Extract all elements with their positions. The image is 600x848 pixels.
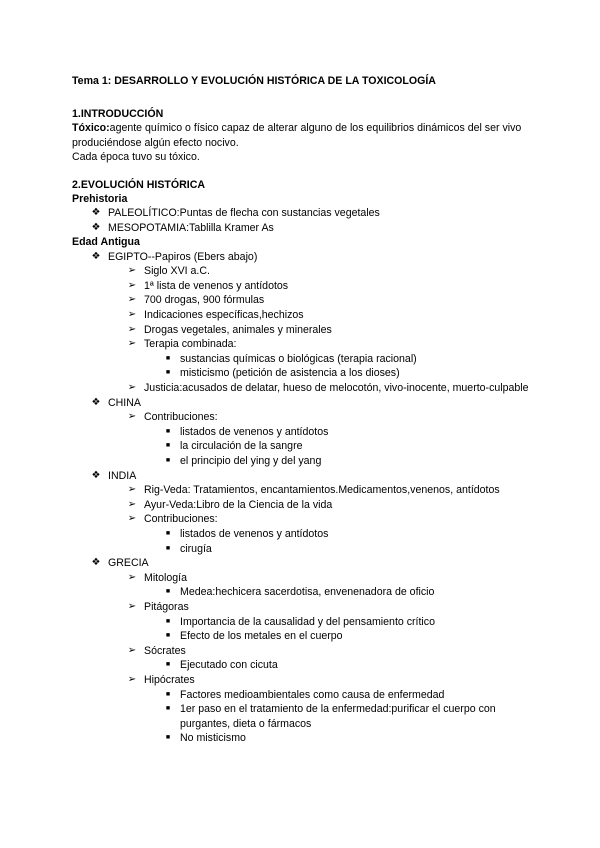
square-bullet-icon: ■ [165, 369, 171, 377]
arrow-bullet-icon: ➢ [127, 484, 137, 496]
item-text: PALEOLÍTICO:Puntas de flecha con sustancias vegetales [108, 207, 380, 219]
square-bullet-icon: ■ [165, 661, 171, 669]
arrow-bullet-icon: ➢ [127, 644, 137, 656]
definition-term: Tóxico: [72, 122, 110, 134]
arrow-bullet-icon: ➢ [127, 338, 137, 350]
list-item [108, 264, 532, 279]
diamond-bullet-icon: ❖ [91, 557, 101, 569]
list-item [144, 615, 532, 630]
india-list [108, 483, 532, 556]
item-text: Drogas vegetales, animales y minerales [144, 323, 332, 336]
item-text: 1ª lista de venenos y antídotos [144, 279, 289, 292]
arrow-bullet-icon: ➢ [127, 571, 137, 583]
square-bullet-icon: ■ [165, 588, 171, 596]
arrow-bullet-icon: ➢ [127, 382, 137, 394]
item-text: Siglo XVI a.C. [144, 265, 210, 278]
item-text: Hipócrates [144, 673, 195, 686]
definition-text: agente químico o físico capaz de alterar alguno de los equilibrios dinámicos del ser vivo produciéndose algún efecto nocivo. [72, 122, 522, 149]
list-item [144, 454, 532, 469]
document-title: Tema 1: DESARROLLO Y EVOLUCIÓN HISTÓRICA DE LA TOXICOLOGÍA [72, 75, 436, 87]
arrow-bullet-icon: ➢ [127, 673, 137, 685]
list-item [144, 439, 532, 454]
item-text: Pitágoras [144, 600, 189, 613]
list-item-china [72, 396, 532, 469]
china-list [108, 410, 532, 468]
item-text: GRECIA [108, 557, 149, 570]
arrow-bullet-icon: ➢ [127, 265, 137, 277]
item-text: Mitología [144, 571, 187, 584]
arrow-bullet-icon: ➢ [127, 498, 137, 510]
section-prehistoria: Prehistoria [72, 192, 128, 205]
item-text: Rig-Veda: Tratamientos, encantamientos.Medicamentos,venenos, antídotos [144, 484, 500, 497]
item-text: MESOPOTAMIA:Tablilla Kramer As [108, 221, 274, 234]
arrow-bullet-icon: ➢ [127, 411, 137, 423]
section-edad-antigua: Edad Antigua [72, 236, 140, 249]
antigua-list [72, 250, 532, 746]
item-text: Contribuciones: [144, 513, 218, 526]
item-text: listados de venenos y antídotos [180, 527, 329, 540]
square-bullet-icon: ■ [165, 632, 171, 640]
item-text: Medea:hechicera sacerdotisa, envenenadora de oficio [180, 586, 435, 599]
list-item-egipto [72, 250, 532, 396]
square-bullet-icon: ■ [165, 617, 171, 625]
item-text: INDIA [108, 469, 137, 482]
list-item [108, 293, 532, 308]
square-bullet-icon: ■ [165, 442, 171, 450]
intro-definition [72, 121, 532, 150]
list-item [108, 381, 532, 396]
list-item [108, 673, 532, 746]
intro-note: Cada época tuvo su tóxico. [72, 151, 200, 163]
diamond-bullet-icon: ❖ [91, 250, 101, 262]
mitologia-list [144, 585, 532, 600]
item-text: la circulación de la sangre [180, 440, 303, 453]
list-item [144, 688, 532, 703]
grecia-list [108, 571, 532, 746]
list-item [108, 600, 532, 644]
square-bullet-icon: ■ [165, 427, 171, 435]
list-item [108, 337, 532, 381]
list-item [108, 644, 532, 673]
arrow-bullet-icon: ➢ [127, 294, 137, 306]
list-item [108, 483, 532, 498]
intro-heading: 1.INTRODUCCIÓN [72, 108, 164, 120]
diamond-bullet-icon: ❖ [91, 221, 101, 233]
square-bullet-icon: ■ [165, 690, 171, 698]
list-item-grecia [72, 556, 532, 746]
list-item [144, 352, 532, 367]
square-bullet-icon: ■ [165, 544, 171, 552]
list-item [108, 498, 532, 513]
arrow-bullet-icon: ➢ [127, 513, 137, 525]
square-bullet-icon: ■ [165, 354, 171, 362]
item-text: Efecto de los metales en el cuerpo [180, 630, 343, 643]
item-text: CHINA [108, 396, 141, 409]
list-item [144, 629, 532, 644]
list-item [144, 366, 532, 381]
item-text: Factores medioambientales como causa de enfermedad [180, 688, 445, 701]
item-text: Indicaciones específicas,hechizos [144, 309, 304, 322]
evolution-heading: 2.EVOLUCIÓN HISTÓRICA [72, 178, 206, 191]
item-text: listados de venenos y antídotos [180, 425, 329, 438]
item-text: el principio del ying y del yang [180, 455, 322, 467]
list-item [108, 410, 532, 468]
list-item [144, 658, 532, 673]
item-text: misticismo (petición de asistencia a los dioses) [180, 367, 400, 380]
diamond-bullet-icon: ❖ [91, 469, 101, 481]
list-item [72, 206, 532, 221]
item-text: Importancia de la causalidad y del pensamiento crítico [180, 615, 435, 628]
arrow-bullet-icon: ➢ [127, 279, 137, 291]
arrow-bullet-icon: ➢ [127, 309, 137, 321]
list-item [108, 512, 532, 556]
list-item-india [72, 469, 532, 557]
diamond-bullet-icon: ❖ [91, 396, 101, 408]
item-text: sustancias químicas o biológicas (terapia racional) [180, 352, 417, 365]
diamond-bullet-icon: ❖ [91, 207, 101, 218]
item-text: Justicia:acusados de delatar, hueso de melocotón, vivo-inocente, muerto-culpable [144, 382, 529, 395]
item-text: Sócrates [144, 644, 186, 657]
list-item [108, 308, 532, 323]
document-page [72, 74, 532, 746]
socrates-list [144, 658, 532, 673]
square-bullet-icon: ■ [165, 529, 171, 537]
terapia-list [144, 352, 532, 381]
prehistoria-list [72, 206, 532, 235]
item-text: EGIPTO--Papiros (Ebers abajo) [108, 250, 258, 263]
hipocrates-list [144, 688, 532, 746]
square-bullet-icon: ■ [165, 705, 171, 713]
list-item [144, 425, 532, 440]
item-text: cirugía [180, 542, 212, 555]
arrow-bullet-icon: ➢ [127, 323, 137, 335]
square-bullet-icon: ■ [165, 457, 171, 464]
square-bullet-icon: ■ [165, 734, 171, 742]
list-item [108, 323, 532, 338]
egipto-list [108, 264, 532, 395]
arrow-bullet-icon: ➢ [127, 600, 137, 612]
list-item [144, 731, 532, 746]
list-item [144, 527, 532, 542]
item-text: Ejecutado con cicuta [180, 659, 278, 672]
list-item [108, 571, 532, 600]
item-text: No misticismo [180, 732, 246, 745]
pitagoras-list [144, 615, 532, 644]
item-text: 700 drogas, 900 fórmulas [144, 294, 265, 307]
item-text: Contribuciones: [144, 411, 218, 424]
list-item [72, 221, 532, 236]
list-item [144, 702, 532, 731]
india-contrib-list [144, 527, 532, 556]
item-text: Terapia combinada: [144, 338, 237, 351]
item-text: 1er paso en el tratamiento de la enfermedad:purificar el cuerpo con purgantes, dieta o fármacos [180, 703, 496, 730]
item-text: Ayur-Veda:Libro de la Ciencia de la vida [144, 498, 333, 511]
list-item [144, 585, 532, 600]
list-item [144, 542, 532, 557]
china-contrib-list [144, 425, 532, 469]
list-item [108, 279, 532, 294]
